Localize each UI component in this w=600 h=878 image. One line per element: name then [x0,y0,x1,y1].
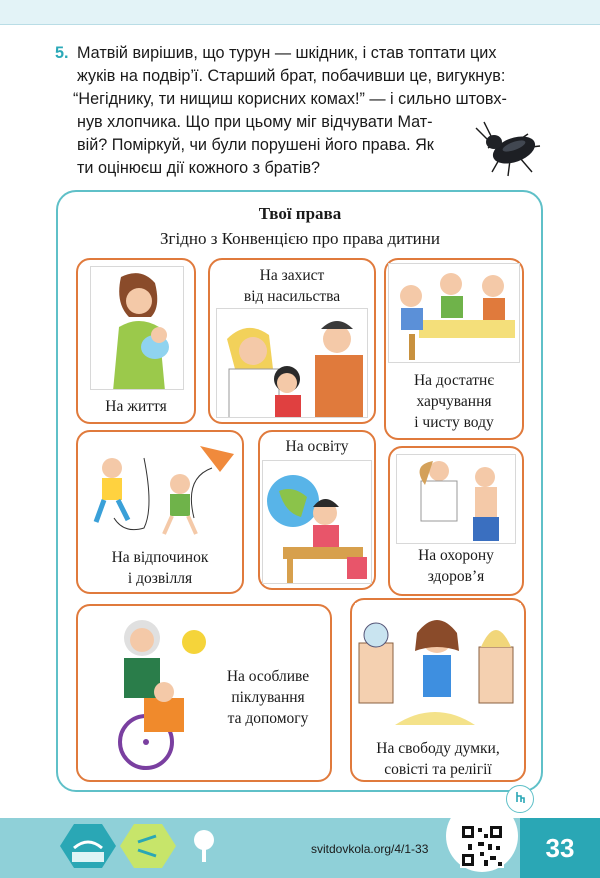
children-eating-illustration [388,263,520,363]
right-label-violence: На захист від насильства [243,267,341,305]
hand-pointer-icon [506,785,534,813]
hexagon-tree-icon [180,824,228,868]
page-number: 33 [520,818,600,878]
footer-url[interactable]: svitdovkola.org/4/1-33 [311,842,429,856]
right-label-life: На життя [105,398,167,415]
task-line: вій? Поміркуй, чи були порушені його права. Як [77,136,434,154]
right-label-care: На особливе піклування та допомогу [226,668,310,727]
task-line: “Негіднику, ти нищиш корисних комах!” — і сильно штовх- [73,90,507,108]
right-label-leisure: На відпочинок і дозвілля [111,549,209,587]
protection-illustration [216,308,368,418]
task-line: нув хлопчика. Що при цьому міг відчувати Мат- [77,113,433,131]
girl-freedom-illustration [355,603,521,725]
ground-beetle-icon [470,118,548,178]
hexagon-bridge-icon [60,824,116,868]
task-line: Матвій вирішив, що турун — шкідник, і став топтати цих [77,44,497,62]
grandfather-wheelchair-illustration [84,612,210,774]
rights-title: Твої права [258,204,342,223]
top-divider [0,24,600,25]
footer-icons [58,818,228,874]
right-label-food: На достатнє харчування і чисту воду [413,372,494,431]
task-line: ти оцінюєш дії кожного з братів? [77,159,321,177]
girl-at-desk-illustration [262,460,372,584]
qr-code-icon[interactable] [460,824,504,868]
children-playing-illustration [84,438,236,540]
top-band [0,0,600,24]
right-label-education: На освіту [285,438,349,455]
rights-subtitle: Згідно з Конвенцією про права дитини [160,229,440,248]
mother-baby-illustration [90,266,184,390]
task-number: 5. [55,44,69,62]
right-label-health: На охорону здоров’я [418,547,494,585]
task-line: жуків на подвір’ї. Старший брат, побачивши це, вигукнув: [77,67,506,85]
doctor-illustration [396,454,516,544]
hexagon-math-icon [120,824,176,868]
right-label-freedom: На свободу думки, совісті та релігії [376,740,500,778]
